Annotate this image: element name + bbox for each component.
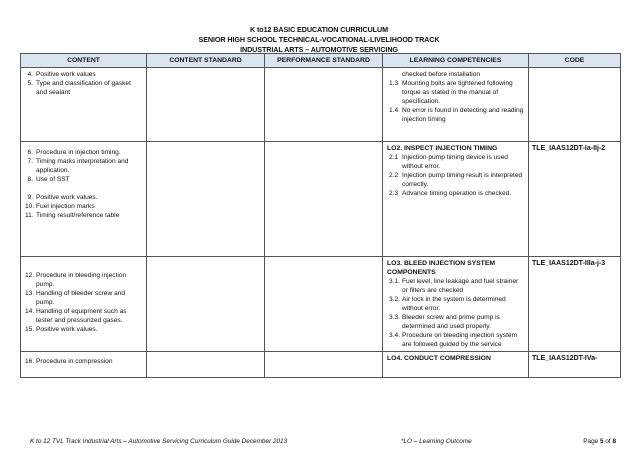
content-cell [21,352,147,378]
header-title: K to12 BASIC EDUCATION CURRICULUM [250,25,388,34]
competency-item: 3.2. Air lock in the system is determined without error. [389,296,506,312]
header-track: INDUSTRIAL ARTS – AUTOMOTIVE SERVICING [240,45,398,54]
column-header-code: CODE [529,54,621,68]
table-row [21,68,621,142]
competencies-cell [383,257,529,352]
list-item: 14. Handling of equipment such as tester and pressurized gases. [25,308,127,324]
competency-code: TLE_IAAS12DT-IIIa-j-3 [532,260,606,267]
list-item: 13. Handling of bleeder screw and pump. [25,290,126,306]
competencies-cell [383,142,529,257]
performance-standard-cell [265,68,383,142]
content-standard-cell [147,68,265,142]
column-header-performance-standard: PERFORMANCE STANDARD [265,54,383,68]
competency-item: 3.3. Bleeder screw and prime pump is determined and used properly. [389,314,500,330]
competency-item: 3.1. Fuel level, line leakage and fuel strainer or filters are checked [389,278,519,294]
footer-lo-note: *LO – Learning Outcome [401,438,472,445]
content-cell [21,68,147,142]
table-header-row [21,54,621,68]
competency-item: 2.2 Injection pump timing result is interpreted correctly. [389,172,523,188]
list-item: 6. Procedure in injection timing. [27,149,121,156]
learning-outcome-title: LO2. INSPECT INJECTION TIMING [387,145,498,152]
code-cell [529,352,621,378]
list-item: 8. Use of SST [27,176,70,183]
content-standard-cell [147,352,265,378]
competency-code: TLE_IAAS12DT-Ia-IIj-2 [532,145,606,152]
list-item: 4. Positive work values [27,71,96,78]
list-item: 10. Fuel injection marks [25,203,95,210]
code-cell [529,257,621,352]
code-cell [529,68,621,142]
competency-item: 2.3 Advance timing operation is checked. [389,190,512,197]
content-cell [21,257,147,352]
list-item: 9. Positive work values. [27,194,98,201]
competencies-cell [383,68,529,142]
list-item: 11. Timing result/reference table [25,212,120,219]
list-item: 7. Timing marks interpretation and application. [27,158,129,174]
competencies-cell [383,352,529,378]
list-item: 5. Type and classification of gasket and sealant [27,80,131,96]
footer-page-number: Page 5 of 8 [583,438,616,445]
list-item: 12. Procedure in bleeding injection pump. [25,272,127,288]
table-row [21,352,621,378]
header-subtitle: SENIOR HIGH SCHOOL TECHNICAL-VOCATIONAL-LIVELIHOOD TRACK [198,35,440,44]
column-header-learning-competencies: LEARNING COMPETENCIES [383,54,529,68]
learning-outcome-title: LO3. BLEED INJECTION SYSTEM COMPONENTS [387,260,496,276]
performance-standard-cell [265,142,383,257]
competency-continuation: checked before installation [402,71,481,78]
list-item: 15. Positive work values. [25,326,98,333]
performance-standard-cell [265,352,383,378]
curriculum-table [20,53,621,378]
table-row [21,257,621,352]
learning-outcome-title: LO4. CONDUCT COMPRESSION [387,355,491,362]
competency-item: 3.4. Procedure on bleeding injection system are followed guided by the service [389,332,518,348]
column-header-content-standard: CONTENT STANDARD [147,54,265,68]
footer-curriculum-guide: K to 12 TVL Track Industrial Arts – Automotive Servicing Curriculum Guide December 2013 [30,438,288,445]
column-header-content: CONTENT [21,54,147,68]
list-item: 16. Procedure in compression [25,358,113,365]
performance-standard-cell [265,257,383,352]
competency-code: TLE_IAAS12DT-IVa- [532,355,598,362]
competency-item: 2.1 Injection pump timing device is used without error. [389,154,508,170]
content-cell [21,142,147,257]
table-row [21,142,621,257]
content-standard-cell [147,142,265,257]
list-spacer [25,184,143,193]
competency-item: 1.4 No error is found in detecting and reading injection timing [389,107,524,123]
content-standard-cell [147,257,265,352]
code-cell [529,142,621,257]
competency-item: 1.3 Mounting bolts are tightened following torque as stated in the manual of specification. [389,80,513,105]
